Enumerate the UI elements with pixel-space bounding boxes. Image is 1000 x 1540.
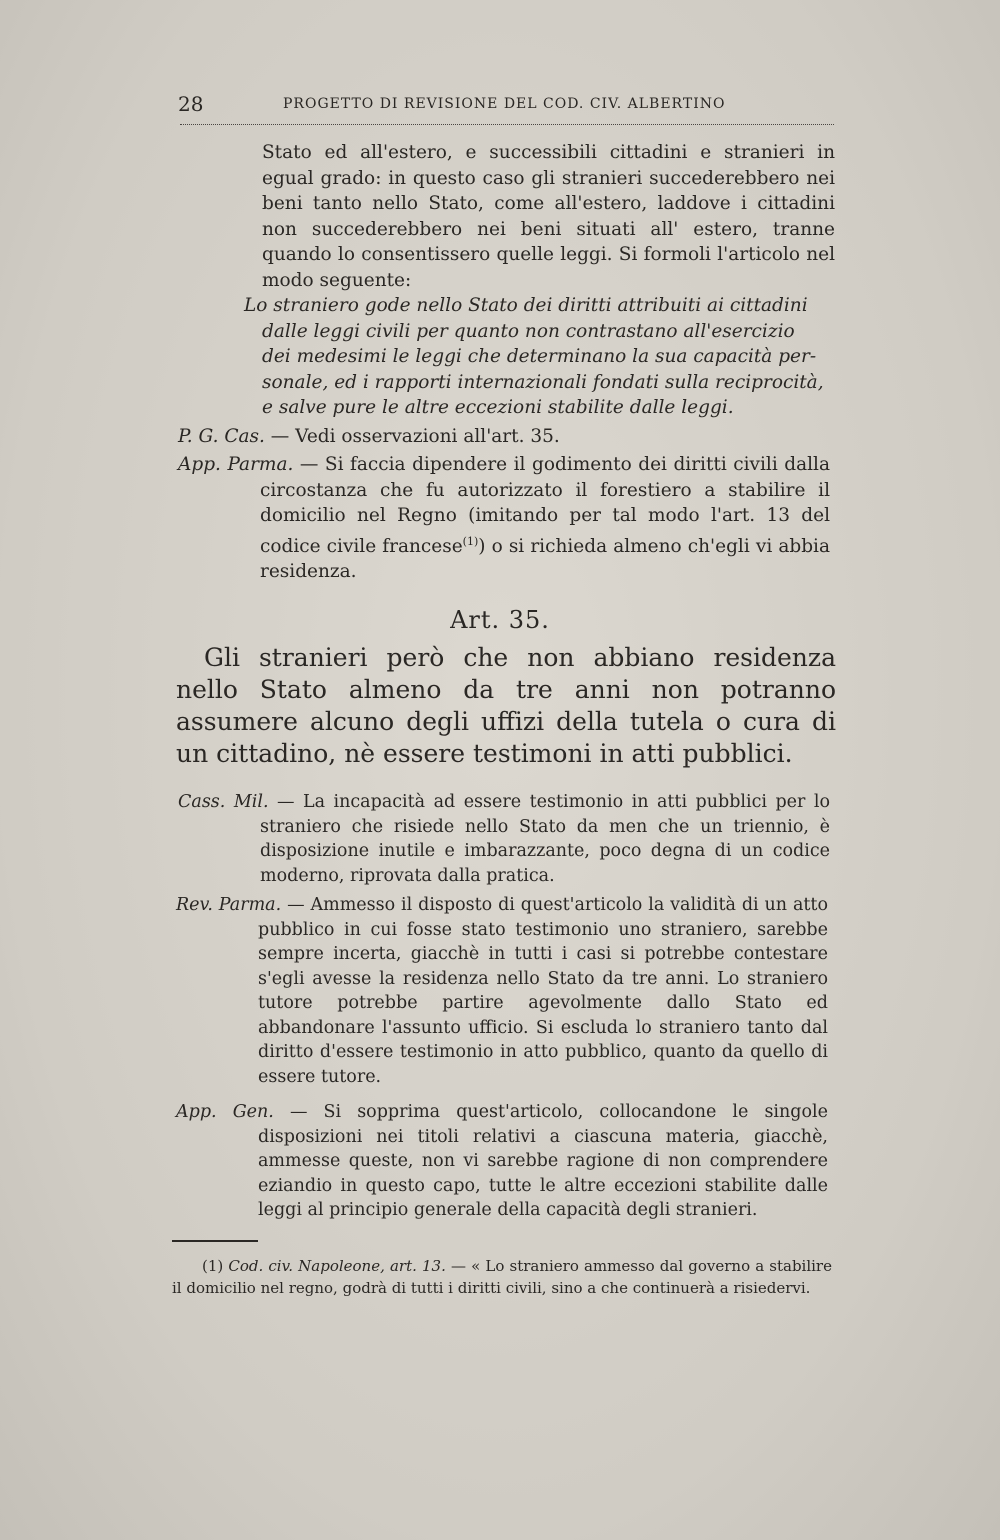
lead-paragraph: Stato ed all'estero, e successibili cittadini e stranieri in egual grado: in questo caso gli stranieri succederebbero nei beni tanto nello Stato, come all'estero, laddove i cittadini non succederebbero nei beni situati all' estero, tranne quando lo consentissero quelle leggi. Si formoli l'articolo nel modo seguente:: [262, 142, 835, 291]
footnote: [172, 1255, 832, 1299]
entry-body: [178, 790, 830, 888]
entry-text: — Si faccia dipendere il godimento dei diritti civili dalla circostanza che fu autorizzato il forestiero a stabilire il domicilio nel Regno (imitando per tal modo l'art. 13 del codice civile francese: [260, 454, 830, 557]
quoted-line: dei medesimi le leggi che determinano la sua capacità per-: [262, 346, 817, 367]
footnote-rule: [172, 1240, 258, 1242]
quoted-line: sonale, ed i rapporti internazionali fondati sulla reciprocità,: [262, 371, 824, 393]
entry-source: Rev. Parma.: [176, 895, 282, 915]
footnote-marker: (1): [202, 1257, 224, 1275]
footnote-reference[interactable]: (1): [462, 534, 479, 548]
entry-body: [178, 424, 830, 450]
entry-cass-mil: [178, 790, 830, 888]
footnote-text: — « Lo straniero ammesso dal governo a stabilire il domicilio nel regno, godrà di tutti i diritti civili, sino a che continuerà a risiedervi.: [172, 1257, 832, 1297]
running-title: PROGETTO DI REVISIONE DEL COD. CIV. ALBERTINO: [283, 96, 726, 112]
header-rule: [180, 124, 834, 125]
entry-app-parma: [178, 452, 830, 585]
quoted-line: e salve pure le altre eccezioni stabilite dalle leggi.: [262, 397, 734, 418]
entry-body: [176, 1100, 828, 1223]
entry-body: [178, 452, 830, 585]
entry-body: [176, 893, 828, 1089]
entry-source: P. G. Cas.: [178, 426, 265, 447]
entry-app-gen: [176, 1100, 828, 1223]
entry-source: Cass. Mil.: [178, 792, 269, 812]
entry-source: App. Gen.: [176, 1102, 274, 1122]
entry-p-g-cas: [178, 424, 830, 450]
page-header: [178, 92, 833, 122]
entry-rev-parma: [176, 893, 828, 1089]
quoted-line: dalle leggi civili per quanto non contrastano all'esercizio: [262, 320, 795, 342]
entry-text: — Ammesso il disposto di quest'articolo la validità di un atto pubblico in cui fosse stato testimonio uno straniero, sarebbe sempre incerta, giacchè in tutti i casi si potrebbe contestare s'egli avesse la residenza nello Stato da tre anni. Lo straniero tutore potrebbe partire agevolmente dallo Stato ed abbandonare l'assunto ufficio. Si escluda lo straniero tanto dal diritto d'essere testimonio in atto pubblico, quanto da quello di essere tutore.: [258, 895, 828, 1087]
page-number: 28: [178, 92, 204, 116]
quoted-line: Lo straniero gode nello Stato dei diritti attribuiti ai cittadini: [244, 295, 808, 316]
entry-text: — Vedi osservazioni all'art. 35.: [264, 426, 560, 447]
entry-text: — Si sopprima quest'articolo, collocandone le singole disposizioni nei titoli relativi a ciascuna materia, giacchè, ammesse queste, non vi sarebbe ragione di non comprendere eziandio in questo capo, tutte le altre eccezioni stabilite dalle leggi al principio generale della capacità degli stranieri.: [258, 1102, 828, 1220]
article-text: Gli stranieri però che non abbiano residenza nello Stato almeno da tre anni non potranno assumere alcuno degli uffizi della tutela o cura di un cittadino, nè essere testimoni in atti pubblici.: [176, 643, 836, 768]
entry-source: App. Parma.: [178, 454, 294, 475]
quoted-article: [244, 293, 836, 421]
article-heading: Art. 35.: [450, 606, 550, 634]
footnote-source: Cod. civ. Napoleone, art. 13.: [228, 1257, 446, 1275]
entry-text: — La incapacità ad essere testimonio in atti pubblici per lo straniero che risiede nello Stato da men che un triennio, è disposizione inutile e imbarazzante, poco degna di un codice moderno, riprovata dalla pratica.: [260, 792, 830, 886]
entry-text-continued: ) o si richieda almeno ch'egli vi abbia residenza.: [260, 535, 830, 583]
